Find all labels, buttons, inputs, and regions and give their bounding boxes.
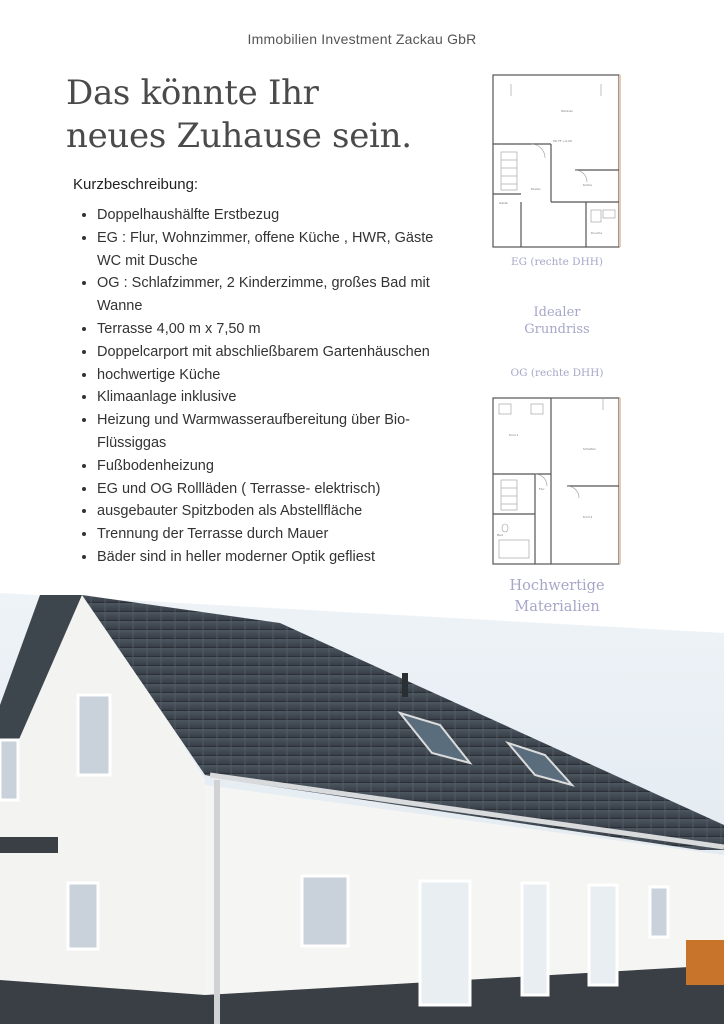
svg-text:Flur: Flur: [539, 487, 545, 491]
list-item: • ausgebauter Spitzboden als Abstellfläche: [97, 500, 447, 523]
list-item: • Fußbodenheizung: [97, 455, 447, 478]
construction-bin: [686, 940, 724, 985]
svg-text:Wohnen: Wohnen: [561, 109, 574, 113]
tagline-ideal-floorplan: [491, 304, 623, 338]
svg-text:Kind 2: Kind 2: [583, 515, 593, 519]
terrace-door: [589, 885, 617, 985]
floorplan-og-caption: OG (rechte DHH): [510, 367, 604, 379]
svg-text:Dusche: Dusche: [591, 231, 603, 235]
tagline-line-2: Grundriss: [524, 322, 590, 337]
window: [302, 876, 348, 946]
floorplan-og-image: [491, 390, 621, 566]
svg-text:Dielen: Dielen: [531, 187, 541, 191]
floorplan-eg-caption: EG (rechte DHH): [511, 256, 603, 268]
headline-line-1: Das könnte Ihr: [66, 73, 319, 113]
window: [650, 887, 668, 937]
list-item: • Klimaanlage inklusive: [97, 386, 447, 409]
list-item: • Terrasse 4,00 m x 7,50 m: [97, 318, 447, 341]
carport-roof: [0, 837, 58, 853]
svg-text:Schlafen: Schlafen: [583, 447, 596, 451]
list-item: • Doppelhaushälfte Erstbezug: [97, 204, 447, 227]
floorplan-eg-image: [491, 72, 621, 250]
house-photo: [0, 585, 724, 1024]
tagline-line-1: Hochwertige: [509, 578, 605, 594]
svg-text:Kind 1: Kind 1: [509, 433, 519, 437]
tagline-line-2: Materialien: [514, 599, 600, 615]
headline-line-2: neues Zuhause sein.: [66, 116, 412, 156]
svg-text:OK FF +0,00: OK FF +0,00: [553, 139, 572, 143]
downpipe: [214, 780, 220, 1024]
list-item: • Trennung der Terrasse durch Mauer: [97, 523, 447, 546]
list-item: • Heizung und Warmwasseraufbereitung über Bio- Flüssiggas: [97, 409, 447, 455]
terrace-door: [420, 881, 470, 1005]
window: [78, 695, 110, 775]
window: [0, 740, 18, 800]
list-item: • EG : Flur, Wohnzimmer, offene Küche , HWR, Gäste WC mit Dusche: [97, 227, 447, 273]
terrace-door: [522, 883, 548, 995]
page-headline: [66, 72, 412, 158]
company-name: Immobilien Investment Zackau GbR: [247, 31, 477, 47]
list-item: • OG : Schlafzimmer, 2 Kinderzimme, großes Bad mit Wanne: [97, 272, 447, 318]
tagline-line-1: Idealer: [533, 305, 581, 320]
list-item: • hochwertige Küche: [97, 364, 447, 387]
window: [68, 883, 98, 949]
description-heading: Kurzbeschreibung:: [73, 176, 199, 193]
svg-text:Bad: Bad: [497, 533, 503, 537]
list-item: • EG und OG Rollläden ( Terrasse- elektrisch): [97, 478, 447, 501]
list-item: • Doppelcarport mit abschließbarem Gartenhäuschen: [97, 341, 447, 364]
list-item: • Bäder sind in heller moderner Optik gefliest: [97, 546, 447, 569]
feature-list: [79, 204, 447, 569]
svg-text:Küche: Küche: [583, 183, 593, 187]
svg-text:Gäste: Gäste: [499, 201, 508, 205]
